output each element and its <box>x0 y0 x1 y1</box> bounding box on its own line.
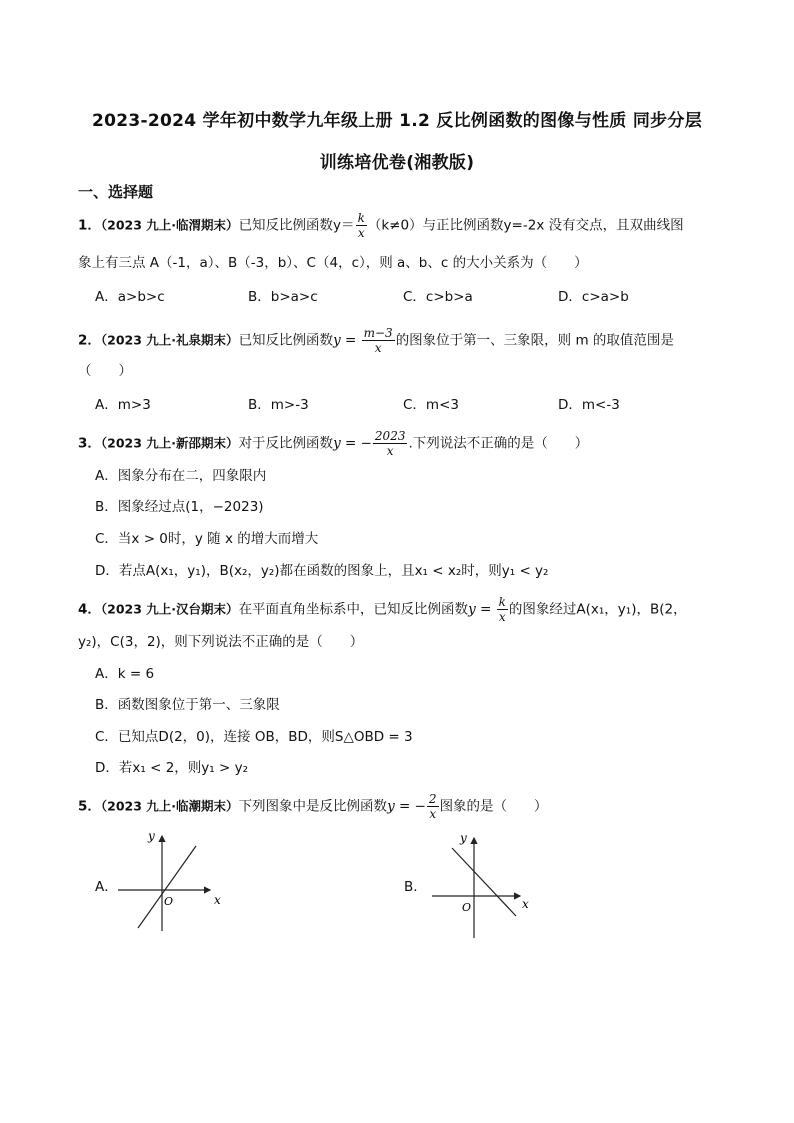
question-1-line2: 象上有三点 A（-1，a）、B（-3，b）、C（4，c），则 a、b、c 的大小关系为（ ） <box>78 255 588 271</box>
axis-x-label: x <box>214 893 221 907</box>
axis-y-label: y <box>148 829 155 843</box>
graph-b <box>430 832 540 940</box>
option-a: A．图象分布在二，四象限内 <box>95 468 267 484</box>
section-heading: 一、选择题 <box>78 183 154 201</box>
question-text: （k≠0）与正比例函数y=-2x 没有交点，且双曲线图 <box>367 217 684 234</box>
fraction <box>356 212 367 239</box>
option-a: A． <box>95 879 118 895</box>
option-b: B．函数图象位于第一、三象限 <box>95 697 280 713</box>
doc-title-line2: 训练培优卷(湘教版) <box>319 153 475 173</box>
fraction-numerator: k <box>498 595 506 609</box>
origin-label: O <box>462 901 472 914</box>
fraction <box>362 327 395 354</box>
fraction-numerator: 2023 <box>374 429 406 443</box>
math-lhs: y <box>468 601 476 618</box>
option-d: D．c>a>b <box>558 289 629 305</box>
option-a: A．a>b>c <box>95 289 165 305</box>
question-source: （2023 九上·汉台期末） <box>100 601 239 617</box>
question-source: （2023 九上·礼泉期末） <box>100 332 239 348</box>
fraction-denominator: x <box>498 610 506 624</box>
fraction <box>497 596 508 623</box>
math-eq: = − <box>394 798 426 815</box>
axis-y-label: y <box>460 832 467 845</box>
fraction-numerator: m−3 <box>363 326 393 340</box>
question-number: 4． <box>78 601 101 618</box>
question-text: 已知反比例函数y＝ <box>238 217 355 234</box>
question-text: 对于反比例函数 <box>238 435 334 452</box>
graph-line <box>138 846 196 928</box>
question-1 <box>78 212 684 239</box>
fraction-numerator: 2 <box>428 792 437 806</box>
math-lhs: y <box>333 332 341 349</box>
question-2-line2: （ ） <box>78 363 132 379</box>
question-source: （2023 九上·新邵期末） <box>100 435 239 451</box>
axis-x-label: x <box>522 897 529 911</box>
fraction-denominator: x <box>357 226 365 240</box>
question-5 <box>78 793 548 820</box>
graph-a <box>118 828 228 933</box>
question-text: 的图象经过A(x₁，y₁)，B(2， <box>508 601 687 618</box>
fraction <box>373 430 408 457</box>
question-number: 5． <box>78 798 101 815</box>
question-3 <box>78 430 588 457</box>
question-number: 1． <box>78 217 101 234</box>
question-number: 3． <box>78 435 101 452</box>
question-number: 2． <box>78 332 101 349</box>
option-c: C．当x > 0时，y 随 x 的增大而增大 <box>95 531 319 547</box>
question-text: 图象的是（ ） <box>439 798 548 815</box>
option-b: B．图象经过点(1，−2023) <box>95 499 264 515</box>
option-b: B． <box>404 879 427 895</box>
math-eq: = − <box>340 435 372 452</box>
question-2 <box>78 327 674 354</box>
math-eq: = <box>340 332 361 349</box>
fraction-denominator: x <box>374 341 382 355</box>
option-b: B．m>-3 <box>248 397 309 413</box>
question-text: 已知反比例函数 <box>238 332 334 349</box>
math-eq: = <box>475 601 496 618</box>
math-lhs: y <box>387 798 395 815</box>
option-a: A．m>3 <box>95 397 151 413</box>
option-c: C．已知点D(2，0)，连接 OB，BD，则S△OBD = 3 <box>95 729 413 745</box>
math-lhs: y <box>333 435 341 452</box>
doc-title-line1: 2023-2024 学年初中数学九年级上册 1.2 反比例函数的图像与性质 同步分层 <box>91 111 703 131</box>
option-c: C．m<3 <box>403 397 459 413</box>
origin-label: O <box>164 895 174 908</box>
fraction <box>427 793 439 820</box>
fraction-denominator: x <box>386 444 394 458</box>
question-text: 下列图象中是反比例函数 <box>238 798 388 815</box>
option-d: D．若x₁ < 2，则y₁ > y₂ <box>95 760 248 776</box>
option-b: B．b>a>c <box>248 289 318 305</box>
question-text: .下列说法不正确的是（ ） <box>408 435 589 452</box>
question-text: 在平面直角坐标系中，已知反比例函数 <box>238 601 469 618</box>
question-source: （2023 九上·临潮期末） <box>100 798 239 814</box>
fraction-denominator: x <box>429 807 437 821</box>
question-text: 的图象位于第一、三象限，则 m 的取值范围是 <box>395 332 674 349</box>
question-4-line2: y₂)，C(3，2)，则下列说法不正确的是（ ） <box>78 634 364 650</box>
question-source: （2023 九上·临渭期末） <box>100 217 239 233</box>
fraction-numerator: k <box>357 211 365 225</box>
option-d: D．m<-3 <box>558 397 620 413</box>
option-c: C．c>b>a <box>403 289 473 305</box>
option-d: D．若点A(x₁，y₁)，B(x₂，y₂)都在函数的图象上，且x₁ < x₂时，则y₁ < y₂ <box>95 563 549 579</box>
question-4 <box>78 596 687 623</box>
option-a: A．k = 6 <box>95 666 155 682</box>
